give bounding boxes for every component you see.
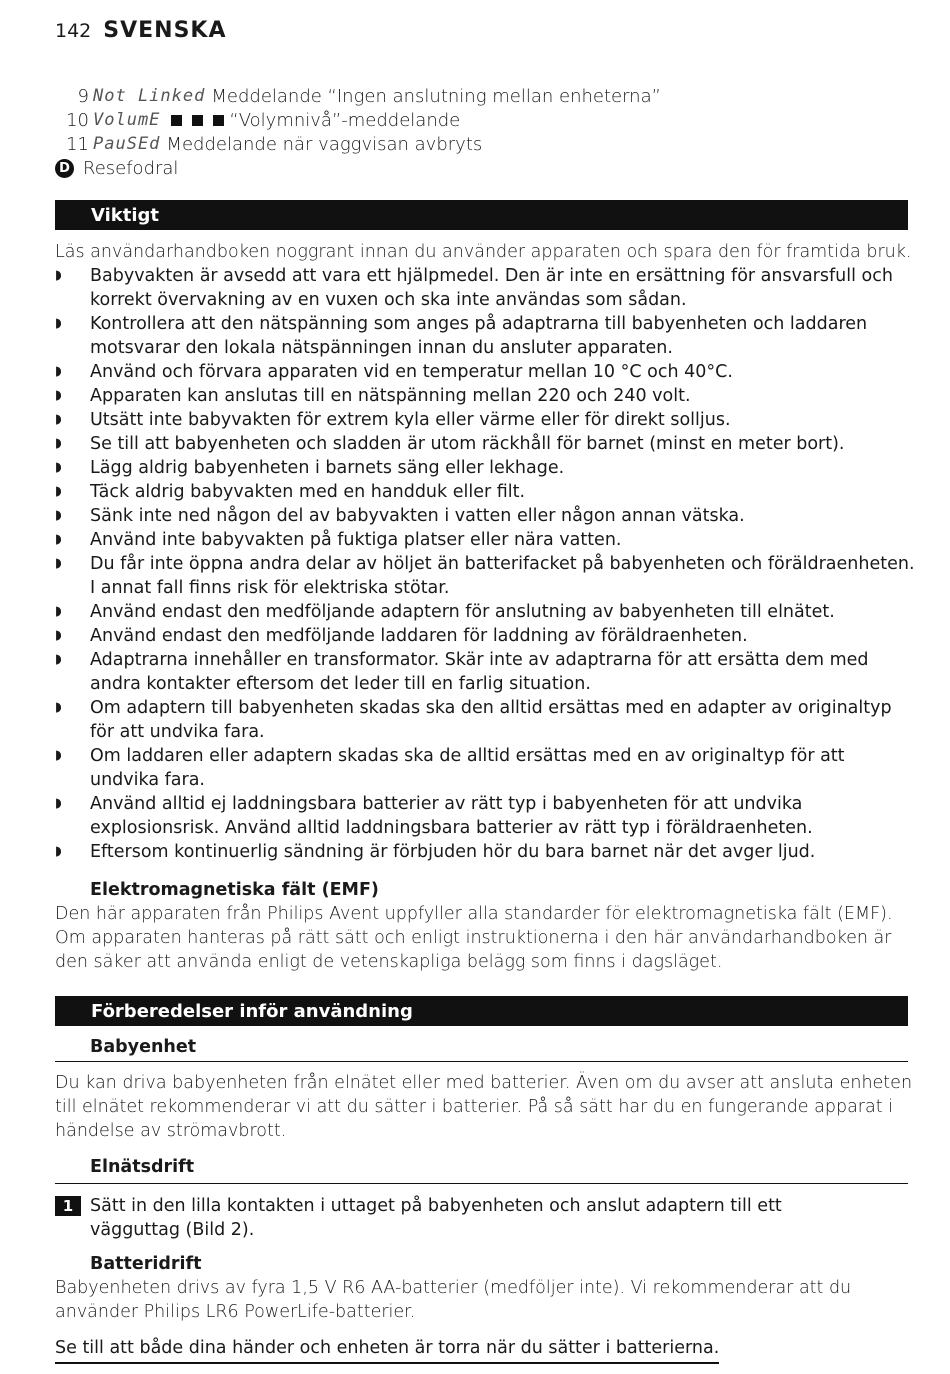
warning-item xyxy=(55,696,915,744)
warning-item xyxy=(55,408,915,432)
section-title: Viktigt xyxy=(91,204,160,226)
elnatsdrift-heading: Elnätsdrift xyxy=(90,1157,195,1177)
warning-text: Kontrollera att den nätspänning som anges på adaptrarna till babyenheten och laddaren motsvarar den lokala nätspänningen innan du ansluter apparaten. xyxy=(90,314,868,358)
warning-text: Lägg aldrig babyenheten i barnets säng eller lekhage. xyxy=(90,458,565,478)
warning-text: Se till att babyenheten och sladden är utom räckhåll för barnet (minst en meter bort). xyxy=(90,434,845,454)
legend-item xyxy=(55,108,915,132)
step-text: Sätt in den lilla kontakten i uttaget på babyenheten och anslut adaptern till ett vägguttag (Bild 2). xyxy=(90,1196,782,1240)
battery-note: Se till att både dina händer och enheten är torra när du sätter i batterierna. xyxy=(55,1336,719,1364)
bullet-icon: ◗ xyxy=(55,844,62,859)
bullet-icon: ◗ xyxy=(55,628,62,643)
legend-item xyxy=(55,156,915,180)
bullet-icon: ◗ xyxy=(55,508,62,523)
page-title: SVENSKA xyxy=(103,18,227,43)
bullet-icon: ◗ xyxy=(55,388,62,403)
volume-square-icon xyxy=(171,115,182,126)
warning-text: Om adaptern till babyenheten skadas ska den alltid ersättas med en adapter av originaltyp för att undvika fara. xyxy=(90,698,892,742)
bullet-icon: ◗ xyxy=(55,532,62,547)
warning-text: Utsätt inte babyvakten för extrem kyla eller värme eller för direkt solljus. xyxy=(90,410,731,430)
intro-paragraph: Läs användarhandboken noggrant innan du använder apparaten och spara den för framtida bruk. xyxy=(55,242,912,262)
warning-item xyxy=(55,792,915,840)
warning-text: Om laddaren eller adaptern skadas ska de alltid ersättas med en av originaltyp för att undvika fara. xyxy=(90,746,845,790)
section-title: Förberedelser inför användning xyxy=(91,1000,413,1022)
section-bar-viktigt xyxy=(55,200,908,230)
warning-item xyxy=(55,456,915,480)
warning-item xyxy=(55,312,915,360)
step-1 xyxy=(55,1194,915,1242)
lcd-text: Not Linked xyxy=(93,86,206,106)
warning-text: Babyvakten är avsedd att vara ett hjälpmedel. Den är inte en ersättning för ansvarsfull och korrekt övervakning av en vuxen och ska inte användas som sådan. xyxy=(90,266,893,310)
bullet-icon: ◗ xyxy=(55,316,62,331)
legend-text: Meddelande “Ingen anslutning mellan enheterna” xyxy=(211,85,661,107)
warning-item xyxy=(55,840,915,864)
warning-item xyxy=(55,624,915,648)
warning-text: Du får inte öppna andra delar av höljet än batterifacket på babyenheten och föräldraenheten. I annat fall finns risk för elektriska stötar. xyxy=(90,554,915,598)
batteridrift-paragraph: Babyenheten drivs av fyra 1,5 V R6 AA-batterier (medföljer inte). Vi rekommenderar att du använder Philips LR6 PowerLife-batterier. xyxy=(55,1278,852,1322)
lcd-text: PauSEd xyxy=(93,134,161,154)
warning-item xyxy=(55,384,915,408)
warning-item xyxy=(55,744,915,792)
legend-text: Resefodral xyxy=(83,157,179,179)
bullet-icon: ◗ xyxy=(55,364,62,379)
warning-text: Använd endast den medföljande laddaren för laddning av föräldraenheten. xyxy=(90,626,748,646)
bullet-icon: ◗ xyxy=(55,796,62,811)
bullet-icon: ◗ xyxy=(55,556,62,571)
warning-item xyxy=(55,360,915,384)
legend-item xyxy=(55,132,915,156)
warning-text: Apparaten kan anslutas till en nätspänning mellan 220 och 240 volt. xyxy=(90,386,691,406)
warning-item xyxy=(55,600,915,624)
warning-text: Använd alltid ej laddningsbara batterier av rätt typ i babyenheten för att undvika explosionsrisk. Använd alltid laddningsbara batterier av rätt typ i föräldraenheten. xyxy=(90,794,813,838)
legend-text: “Volymnivå”-meddelande xyxy=(229,109,461,131)
warning-text: Adaptrarna innehåller en transformator. Skär inte av adaptrarna för att ersätta dem med andra kontakter eftersom det leder till en farlig situation. xyxy=(90,650,869,694)
warning-item xyxy=(55,648,915,696)
bullet-icon: ◗ xyxy=(55,412,62,427)
bullet-icon: ◗ xyxy=(55,652,62,667)
bullet-icon: ◗ xyxy=(55,700,62,715)
legend-number: 9 xyxy=(77,85,89,107)
warning-item xyxy=(55,552,915,600)
warning-text: Täck aldrig babyvakten med en handduk eller filt. xyxy=(90,482,526,502)
warning-item xyxy=(55,528,915,552)
warning-text: Använd och förvara apparaten vid en temperatur mellan 10 °C och 40°C. xyxy=(90,362,733,382)
letter-badge: D xyxy=(55,159,74,178)
batteridrift-heading: Batteridrift xyxy=(90,1254,202,1274)
warning-text: Använd endast den medföljande adaptern för anslutning av babyenheten till elnätet. xyxy=(90,602,835,622)
legend-number: 11 xyxy=(66,133,89,155)
legend-number: 10 xyxy=(66,109,89,131)
bullet-icon: ◗ xyxy=(55,268,62,283)
heading-rule xyxy=(55,1061,908,1062)
lcd-text: VolumE xyxy=(93,110,161,130)
page-number: 142 xyxy=(55,20,92,42)
volume-square-icon xyxy=(213,115,224,126)
legend-text: Meddelande när vaggvisan avbryts xyxy=(166,133,483,155)
bullet-icon: ◗ xyxy=(55,604,62,619)
bullet-icon: ◗ xyxy=(55,484,62,499)
volume-square-icon xyxy=(192,115,203,126)
bullet-icon: ◗ xyxy=(55,436,62,451)
emf-paragraph: Den här apparaten från Philips Avent uppfyller alla standarder för elektromagnetiska fält (EMF). Om apparaten hanteras på rätt sätt och enligt instruktionerna i den här användarhandboken är den säker att använda enligt de vetenskapliga belägg som finns i dagsläget. xyxy=(55,904,893,972)
babyenhet-paragraph: Du kan driva babyenheten från elnätet eller med batterier. Även om du avser att ansluta enheten till elnätet rekommenderar vi att du sätter i batterier. På så sätt har du en fungerande apparat i händelse av strömavbrott. xyxy=(55,1073,913,1141)
legend-item xyxy=(55,84,915,108)
parts-legend xyxy=(55,84,915,180)
bullet-icon: ◗ xyxy=(55,460,62,475)
step-number: 1 xyxy=(55,1196,81,1216)
warning-item xyxy=(55,480,915,504)
warnings-list xyxy=(55,264,915,864)
heading-rule xyxy=(55,1183,908,1184)
warning-item xyxy=(55,504,915,528)
warning-text: Använd inte babyvakten på fuktiga platser eller nära vatten. xyxy=(90,530,622,550)
warning-item xyxy=(55,264,915,312)
emf-heading: Elektromagnetiska fält (EMF) xyxy=(90,880,379,900)
section-bar-forberedelser xyxy=(55,996,908,1026)
page-header xyxy=(55,18,227,50)
warning-item xyxy=(55,432,915,456)
bullet-icon: ◗ xyxy=(55,748,62,763)
babyenhet-heading: Babyenhet xyxy=(90,1037,197,1057)
warning-text: Sänk inte ned någon del av babyvakten i vatten eller någon annan vätska. xyxy=(90,506,745,526)
warning-text: Eftersom kontinuerlig sändning är förbjuden hör du bara barnet när det avger ljud. xyxy=(90,842,816,862)
